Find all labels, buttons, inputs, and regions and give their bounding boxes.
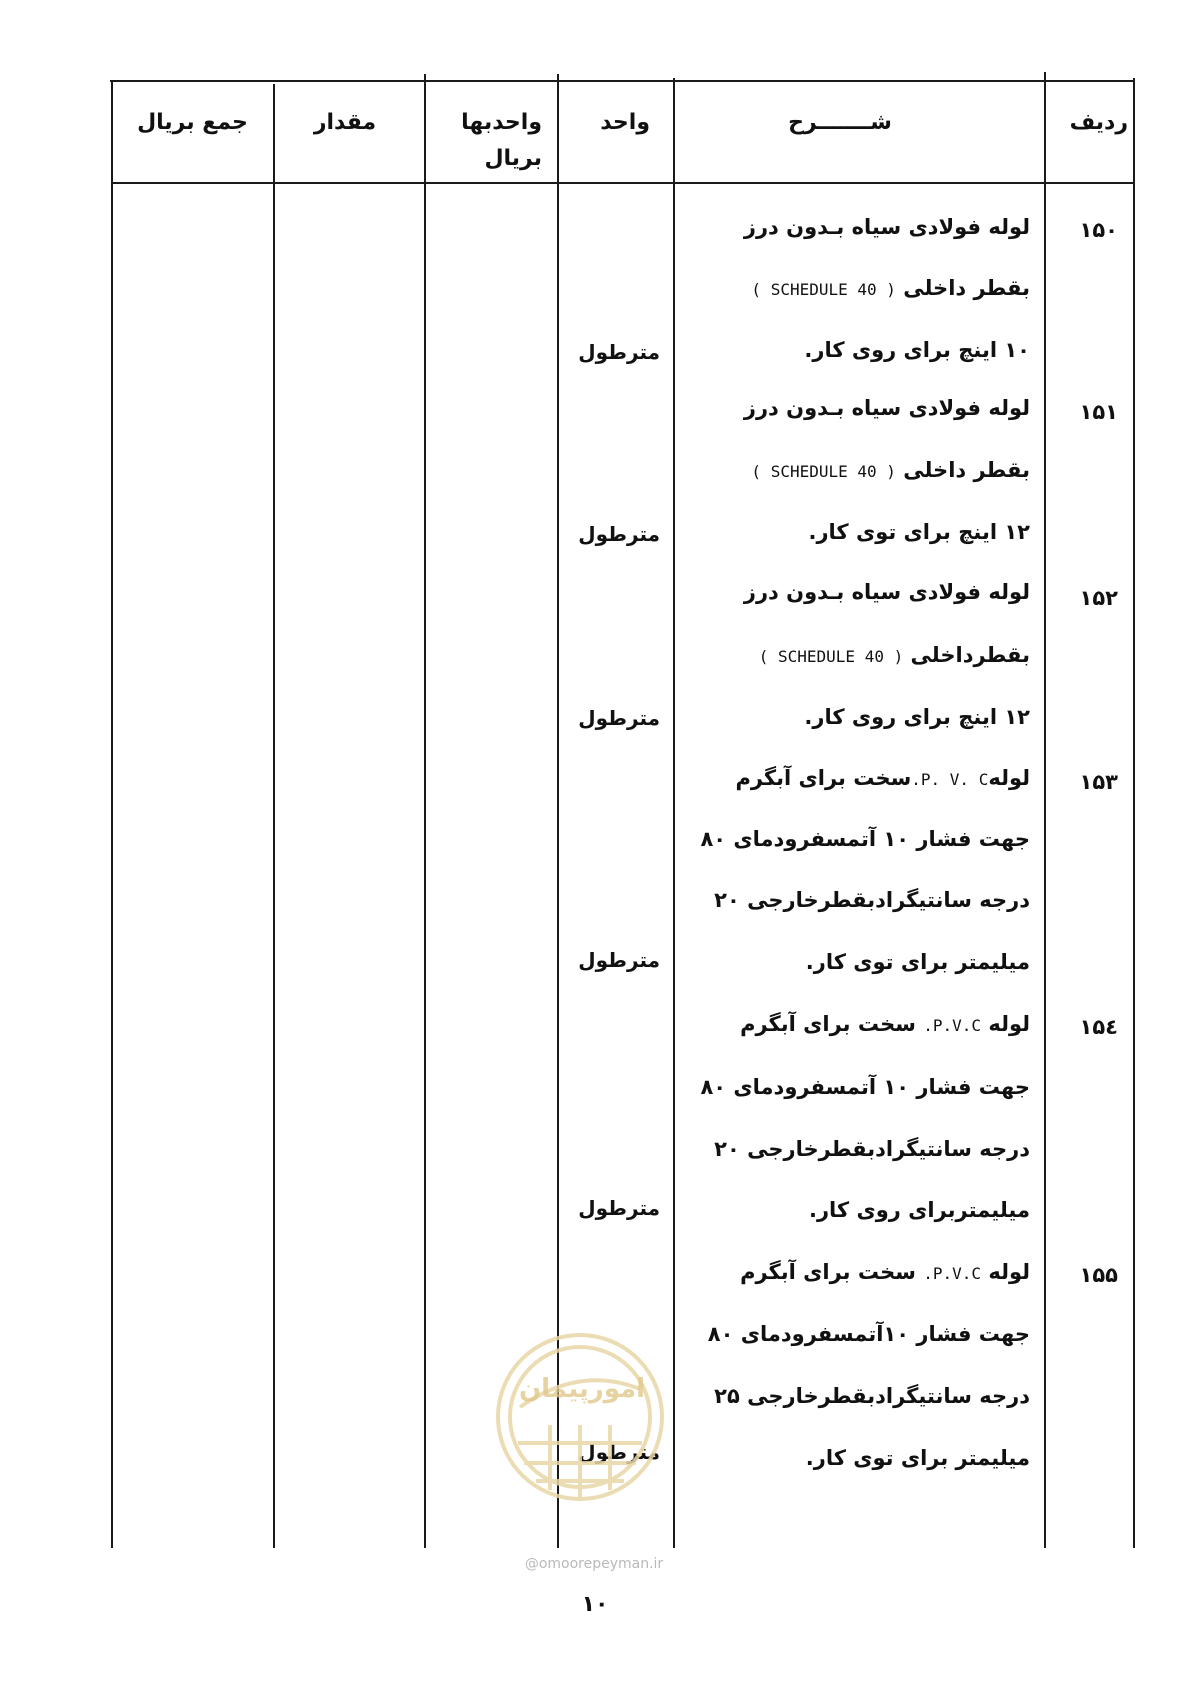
description-line: ۱۲ اینچ برای توی کار.: [808, 520, 1030, 544]
description-line: ۱۲ اینچ برای روی کار.: [804, 705, 1030, 729]
unit-cell: مترطول: [578, 706, 660, 730]
col-border-price-qty: [424, 74, 426, 1548]
header-row-no: ردیف: [1069, 110, 1128, 135]
seal-text: امورپیمان: [518, 1374, 646, 1404]
unit-cell: مترطول: [578, 1196, 660, 1220]
header-unit: واحد: [600, 110, 650, 135]
watermark-seal-icon: [490, 1325, 670, 1515]
row-number: ۱۵۳: [1079, 770, 1118, 794]
col-border-desc-unit: [673, 78, 675, 1548]
description-line: درجه سانتیگرادبقطرخارجی ۲۵: [714, 1384, 1030, 1408]
description-line: میلیمتر برای توی کار.: [805, 950, 1030, 974]
row-number: ۱۵۰: [1079, 218, 1118, 242]
unit-cell: مترطول: [578, 522, 660, 546]
page-number: ۱۰: [581, 1592, 609, 1617]
description-line: جهت فشار ۱۰ آتمسفرودمای ۸۰: [700, 827, 1030, 851]
description-line: ۱۰ اینچ برای روی کار.: [804, 338, 1030, 362]
description-line: لوله فولادی سیاه بـدون درز: [743, 396, 1030, 420]
description-line: جهت فشار ۱۰ آتمسفرودمای ۸۰: [700, 1075, 1030, 1099]
description-line: بقطر داخلی ( SCHEDULE 40 ): [751, 276, 1030, 300]
description-line: بقطرداخلی ( SCHEDULE 40 ): [758, 643, 1030, 667]
description-line: لوله فولادی سیاه بـدون درز: [743, 580, 1030, 604]
description-line: جهت فشار ۱۰آتمسفرودمای ۸۰: [707, 1322, 1030, 1346]
description-line: لولهP. V. C.سخت برای آبگرم: [735, 766, 1030, 790]
col-border-right: [1133, 78, 1135, 1548]
col-border-qty-total: [273, 84, 275, 1548]
description-line: میلیمتربرای روی کار.: [808, 1198, 1030, 1222]
description-line: لوله P.V.C. سخت برای آبگرم: [740, 1012, 1030, 1036]
row-number: ۱۵٤: [1079, 1015, 1118, 1039]
header-unit-price-currency: بریال: [484, 146, 542, 171]
header-quantity: مقدار: [313, 110, 377, 135]
description-line: میلیمتر برای توی کار.: [805, 1446, 1030, 1470]
row-number: ۱۵۱: [1079, 400, 1118, 424]
row-number: ۱۵۵: [1079, 1263, 1118, 1287]
watermark-url: @omoorepeyman.ir: [524, 1556, 664, 1572]
unit-cell: مترطول: [578, 1440, 660, 1464]
description-line: لوله فولادی سیاه بـدون درز: [743, 215, 1030, 239]
header-bottom-rule: [112, 182, 1134, 184]
description-line: لوله P.V.C. سخت برای آبگرم: [740, 1260, 1030, 1284]
header-description: شـــــــرح: [788, 110, 892, 135]
description-line: درجه سانتیگرادبقطرخارجی ۲۰: [714, 1137, 1030, 1161]
unit-cell: مترطول: [578, 948, 660, 972]
unit-cell: مترطول: [578, 340, 660, 364]
row-number: ۱۵۲: [1079, 586, 1118, 610]
header-total: جمع بریال: [137, 110, 248, 135]
col-border-row-desc: [1044, 72, 1046, 1548]
col-border-left: [111, 80, 113, 1548]
description-line: درجه سانتیگرادبقطرخارجی ۲۰: [714, 888, 1030, 912]
header-unit-price: واحدبها: [461, 110, 542, 135]
table-top-rule: [110, 80, 1134, 82]
description-line: بقطر داخلی ( SCHEDULE 40 ): [751, 458, 1030, 482]
